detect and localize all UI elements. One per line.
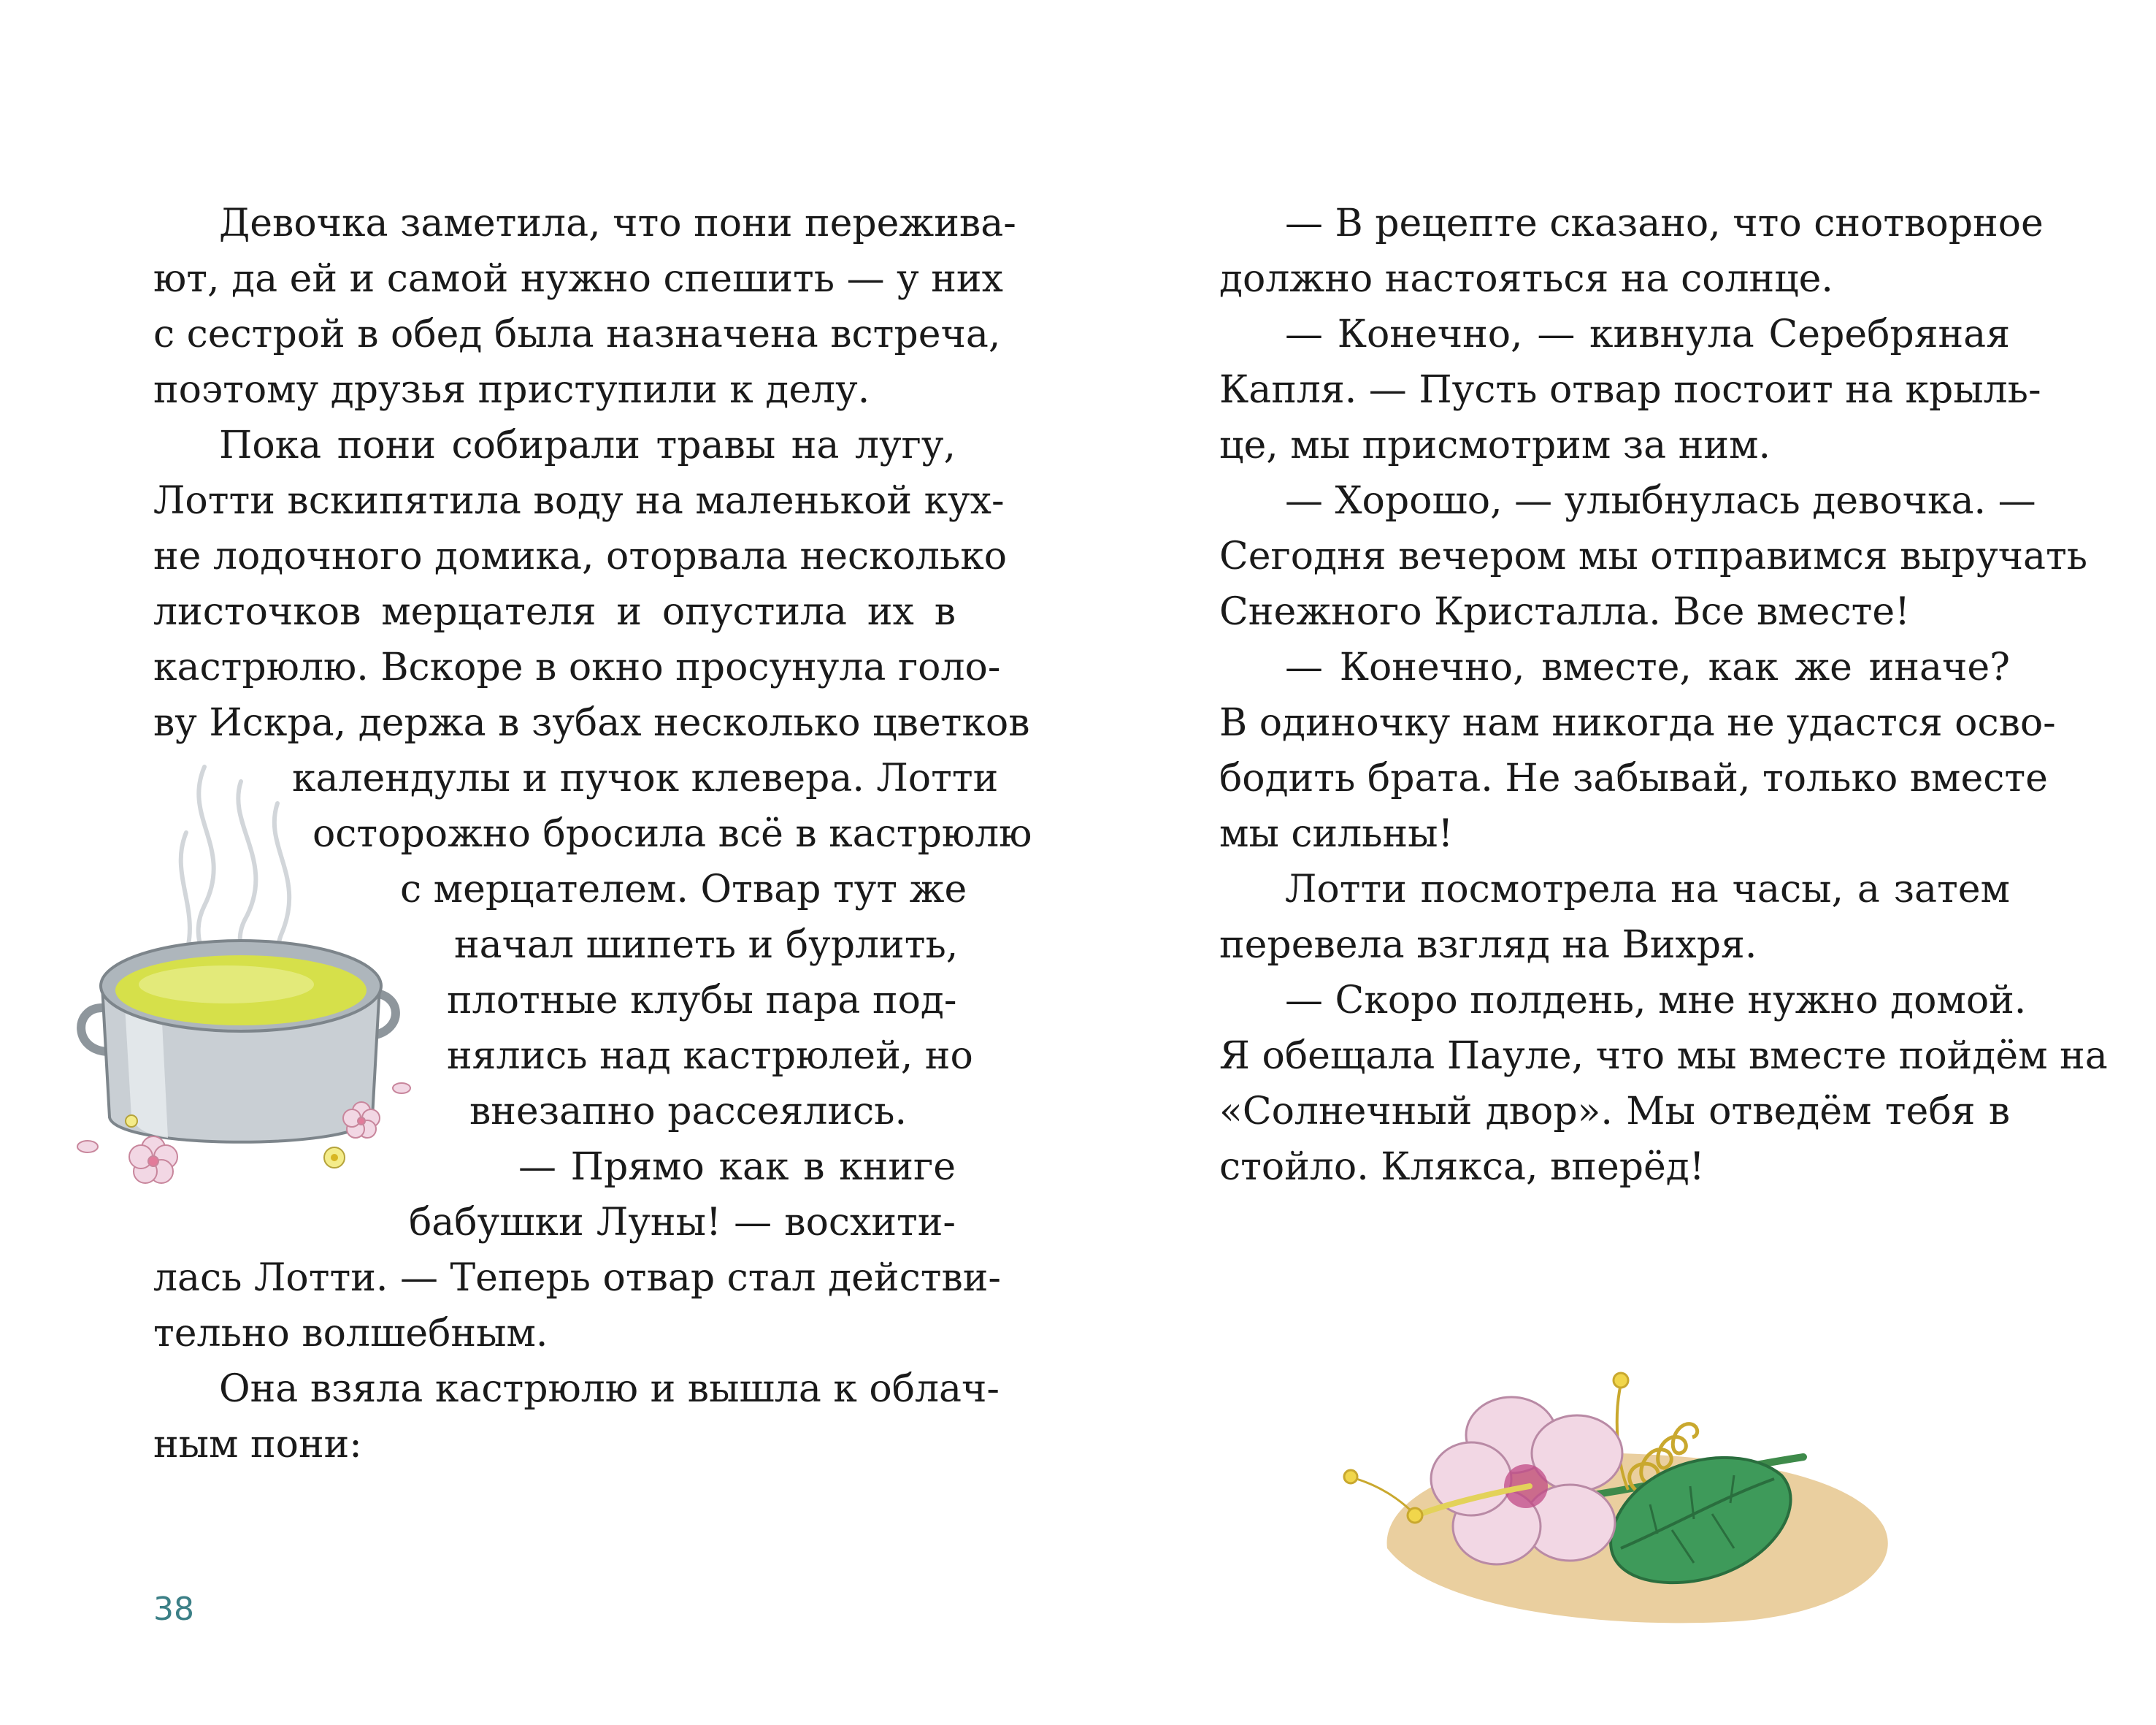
text-line: тельно волшебным. [153, 1312, 548, 1355]
text-line: осторожно бросила всё в кастрюлю [312, 812, 1032, 856]
text-line: перевела взгляд на Вихря. [1219, 923, 1757, 967]
text-line: — Хорошо, — улыбнулась девочка. — [1285, 479, 2036, 523]
text-line: це, мы присмотрим за ним. [1219, 424, 1771, 467]
text-line: — Конечно, вместе, как же иначе? [1285, 646, 2010, 689]
text-line: стойло. Клякса, вперёд! [1219, 1145, 1705, 1189]
text-line: календулы и пучок клевера. Лотти [292, 757, 999, 800]
text-line: с сестрой в обед была назначена встреча, [153, 313, 1001, 356]
text-line: не лодочного домика, оторвала несколько [153, 535, 1008, 578]
text-line: лась Лотти. — Теперь отвар стал действи- [153, 1256, 1001, 1300]
flower-and-leaf-illustration [1329, 1307, 1906, 1643]
text-line: начал шипеть и бурлить, [454, 923, 959, 967]
text-line: Снежного Кристалла. Все вместе! [1219, 590, 1911, 634]
text-line: Лотти посмотрела на часы, а затем [1285, 868, 2010, 911]
text-line: Девочка заметила, что пони пережива- [219, 202, 1016, 245]
text-line: В одиночку нам никогда не удастся осво- [1219, 701, 2056, 745]
text-line: кастрюлю. Вскоре в окно просунула голо- [153, 646, 1001, 689]
text-line: — Скоро полдень, мне нужно домой. [1285, 979, 2027, 1022]
text-line: Капля. — Пусть отвар постоит на крыль- [1219, 368, 2041, 412]
text-line: — Прямо как в книге [518, 1145, 956, 1189]
text-line: должно настояться на солнце. [1219, 257, 1833, 301]
text-line: ют, да ей и самой нужно спешить — у них [153, 257, 1003, 301]
text-line: Лотти вскипятила воду на маленькой кух- [153, 479, 1005, 523]
text-line: нялись над кастрюлей, но [447, 1034, 973, 1078]
text-line: внезапно рассеялись. [469, 1090, 907, 1133]
text-line: — В рецепте сказано, что снотворное [1285, 202, 2044, 245]
text-line: листочков мерцателя и опустила их в [153, 590, 956, 634]
text-line: Пока пони собирали травы на лугу, [219, 424, 956, 467]
text-line: Я обещала Пауле, что мы вместе пойдём на [1219, 1034, 2108, 1078]
text-line: бабушки Луны! — восхити- [409, 1201, 956, 1244]
text-line: «Солнечный двор». Мы отведём тебя в [1219, 1090, 2010, 1133]
text-line: — Конечно, — кивнула Серебряная [1285, 313, 2010, 356]
page-number: 38 [153, 1591, 194, 1628]
text-line: плотные клубы пара под- [447, 979, 957, 1022]
text-line: Сегодня вечером мы отправимся выручать [1219, 535, 2088, 578]
text-line: поэтому друзья приступили к делу. [153, 368, 870, 412]
text-line: ным пони: [153, 1423, 362, 1466]
text-line: Она взяла кастрюлю и вышла к облач- [219, 1367, 1000, 1411]
text-line: ву Искра, держа в зубах несколько цветков [153, 701, 1030, 745]
text-line: бодить брата. Не забывай, только вместе [1219, 757, 2048, 800]
text-line: с мерцателем. Отвар тут же [400, 868, 967, 911]
steaming-pot-illustration [58, 752, 438, 1190]
text-line: мы сильны! [1219, 812, 1454, 856]
